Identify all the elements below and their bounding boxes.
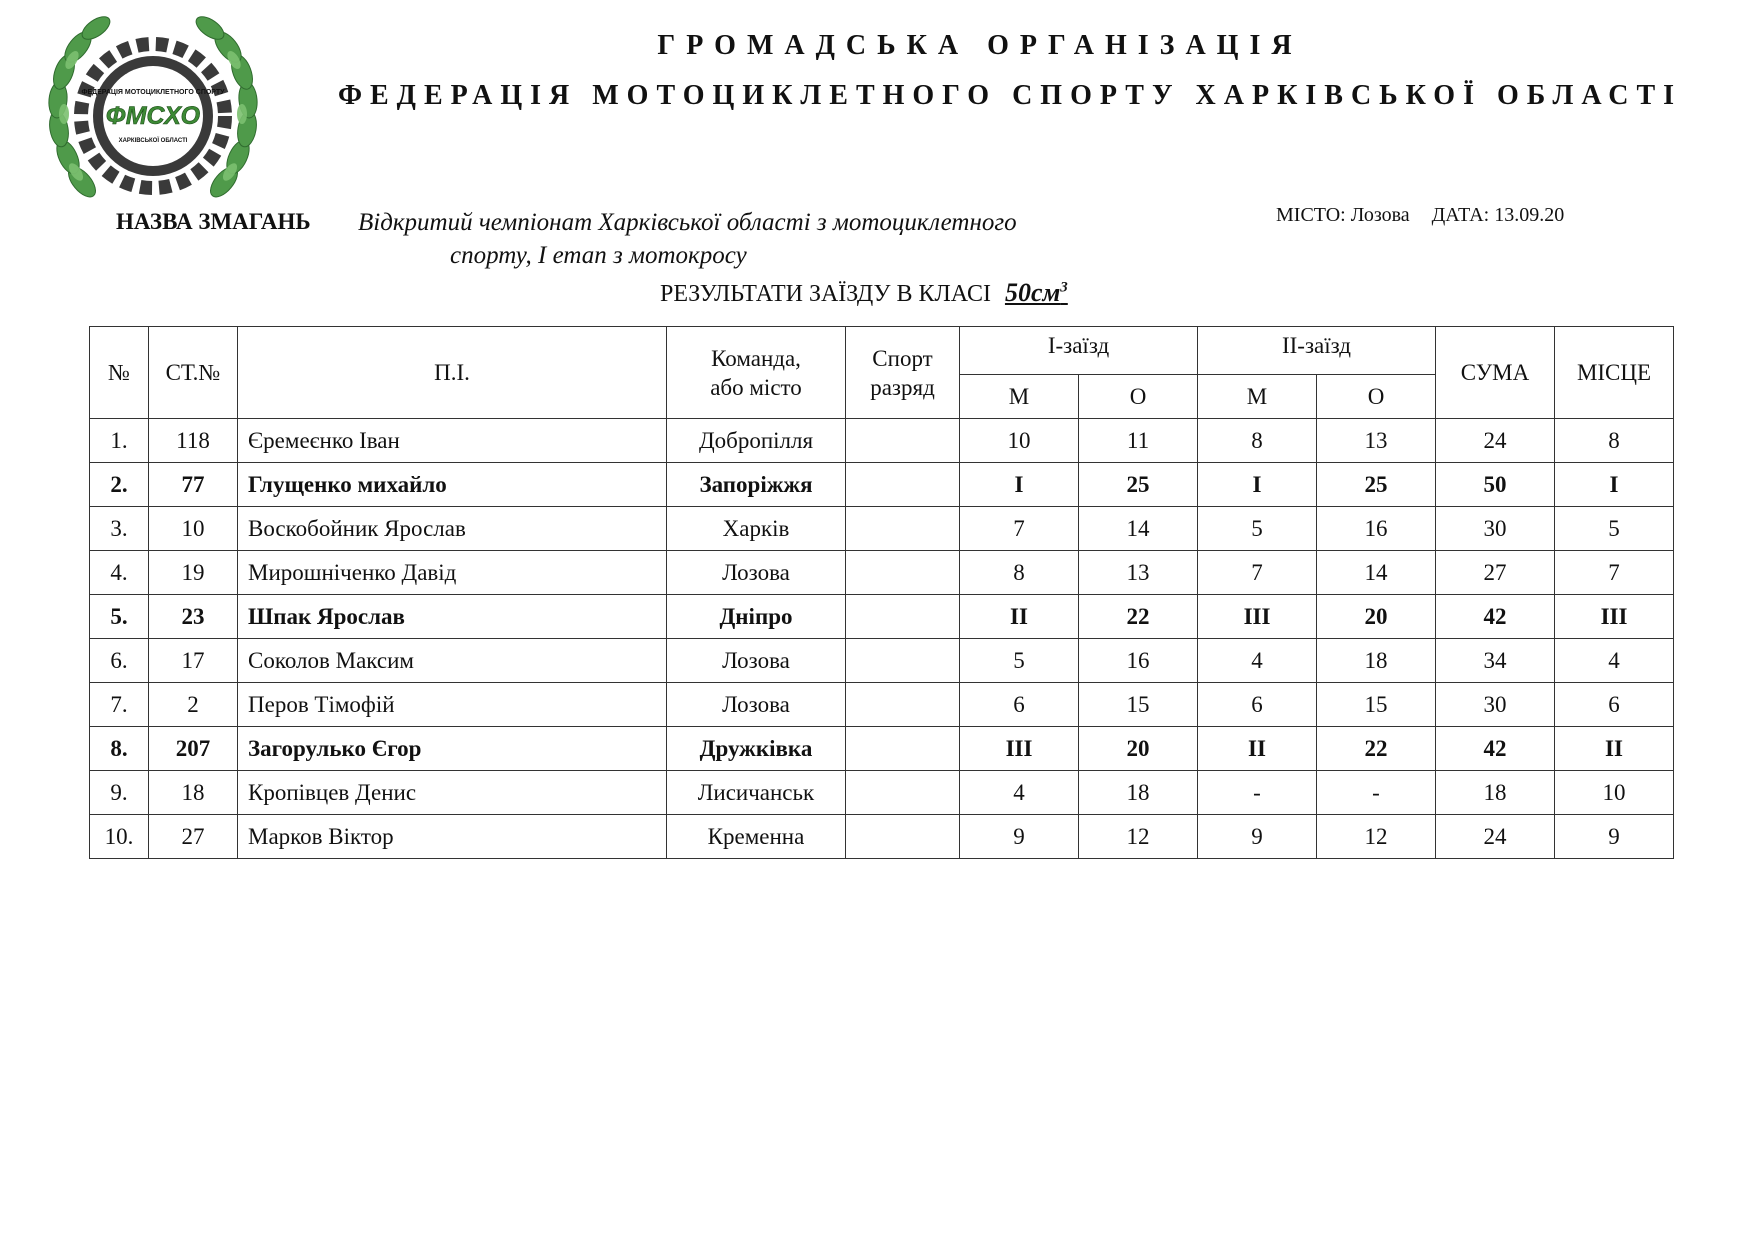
cell-st: 17 — [149, 639, 238, 683]
table-row — [90, 727, 1674, 771]
cell-place: 10 — [1555, 771, 1674, 815]
header-place: МІСЦЕ — [1555, 327, 1674, 419]
header-rank-line2: разряд — [870, 374, 935, 400]
cell-team: Лозова — [667, 683, 846, 727]
cell-team: Харків — [667, 507, 846, 551]
cell-name: Соколов Максим — [238, 639, 667, 683]
cell-st: 2 — [149, 683, 238, 727]
competition-name-line1: Відкритий чемпіонат Харківської області з мотоциклетного — [358, 209, 1017, 236]
cell-o2: 25 — [1317, 463, 1436, 507]
cell-place: II — [1555, 727, 1674, 771]
cell-m2: II — [1198, 727, 1317, 771]
cell-o1: 22 — [1079, 595, 1198, 639]
table-row — [90, 639, 1674, 683]
cell-m2: 9 — [1198, 815, 1317, 859]
table-row — [90, 419, 1674, 463]
table-row — [90, 507, 1674, 551]
cell-sum: 42 — [1436, 595, 1555, 639]
cell-m2: 4 — [1198, 639, 1317, 683]
city-value: Лозова — [1350, 204, 1410, 226]
cell-name: Кропівцев Денис — [238, 771, 667, 815]
cell-st: 23 — [149, 595, 238, 639]
org-title-line1: ГРОМАДСЬКА ОРГАНІЗАЦІЯ — [657, 30, 1303, 61]
cell-place: 7 — [1555, 551, 1674, 595]
cell-name: Перов Тімофій — [238, 683, 667, 727]
header-rank-line1: Спорт — [872, 345, 933, 371]
cell-no: 6. — [90, 639, 149, 683]
cell-rank — [846, 551, 960, 595]
class-label — [1005, 278, 1068, 307]
cell-m2: III — [1198, 595, 1317, 639]
cell-m2: 6 — [1198, 683, 1317, 727]
cell-m1: I — [960, 463, 1079, 507]
cell-o2: 12 — [1317, 815, 1436, 859]
cell-st: 19 — [149, 551, 238, 595]
competition-name — [358, 206, 1178, 272]
city-date — [1276, 204, 1564, 227]
city-label: МІСТО: — [1276, 204, 1346, 226]
table-row — [90, 771, 1674, 815]
logo-top-text: ФЕДЕРАЦІЯ МОТОЦИКЛЕТНОГО СПОРТУ — [81, 89, 225, 96]
cell-sum: 50 — [1436, 463, 1555, 507]
cell-st: 27 — [149, 815, 238, 859]
cell-st: 118 — [149, 419, 238, 463]
cell-o1: 15 — [1079, 683, 1198, 727]
cell-name: Глущенко михайло — [238, 463, 667, 507]
cell-team: Дніпро — [667, 595, 846, 639]
cell-no: 5. — [90, 595, 149, 639]
cell-place: I — [1555, 463, 1674, 507]
header-race2: ІІ-заїзд — [1198, 327, 1436, 375]
cell-rank — [846, 727, 960, 771]
cell-no: 9. — [90, 771, 149, 815]
header-race2-o: О — [1317, 375, 1436, 419]
cell-m1: 10 — [960, 419, 1079, 463]
cell-rank — [846, 463, 960, 507]
header-race1-m: М — [960, 375, 1079, 419]
header-team-line1: Команда, — [711, 345, 801, 371]
cell-o2: 15 — [1317, 683, 1436, 727]
logo-abbr: ФМСХО — [105, 102, 201, 130]
header-st-no: СТ.№ — [149, 327, 238, 419]
header-name: П.І. — [238, 327, 667, 419]
header-no: № — [90, 327, 149, 419]
date-label: ДАТА: — [1431, 204, 1490, 226]
cell-name: Марков Віктор — [238, 815, 667, 859]
federation-logo — [44, 12, 262, 208]
cell-no: 4. — [90, 551, 149, 595]
cell-place: III — [1555, 595, 1674, 639]
cell-o1: 12 — [1079, 815, 1198, 859]
cell-st: 77 — [149, 463, 238, 507]
cell-sum: 24 — [1436, 815, 1555, 859]
cell-no: 3. — [90, 507, 149, 551]
cell-rank — [846, 683, 960, 727]
cell-m1: III — [960, 727, 1079, 771]
competition-name-line2: спорту, І етап з мотокросу — [450, 242, 747, 269]
cell-o1: 18 — [1079, 771, 1198, 815]
header-race1: І-заїзд — [960, 327, 1198, 375]
cell-name: Єремеєнко Іван — [238, 419, 667, 463]
cell-m1: 9 — [960, 815, 1079, 859]
org-title-line2: ФЕДЕРАЦІЯ МОТОЦИКЛЕТНОГО СПОРТУ ХАРКІВСЬКОЇ ОБЛАСТІ — [337, 80, 1683, 111]
results-title-text: РЕЗУЛЬТАТИ ЗАЇЗДУ В КЛАСІ — [660, 281, 991, 307]
header-team — [667, 327, 846, 419]
cell-sum: 34 — [1436, 639, 1555, 683]
cell-place: 5 — [1555, 507, 1674, 551]
cell-sum: 42 — [1436, 727, 1555, 771]
cell-place: 4 — [1555, 639, 1674, 683]
cell-st: 18 — [149, 771, 238, 815]
cell-sum: 18 — [1436, 771, 1555, 815]
cell-sum: 30 — [1436, 507, 1555, 551]
cell-m1: 8 — [960, 551, 1079, 595]
cell-m2: - — [1198, 771, 1317, 815]
cell-o1: 20 — [1079, 727, 1198, 771]
cell-o1: 25 — [1079, 463, 1198, 507]
table-row — [90, 551, 1674, 595]
results-table — [89, 326, 1674, 859]
header-race1-o: О — [1079, 375, 1198, 419]
table-row — [90, 815, 1674, 859]
cell-place: 8 — [1555, 419, 1674, 463]
cell-m1: 5 — [960, 639, 1079, 683]
cell-m2: 8 — [1198, 419, 1317, 463]
table-row — [90, 463, 1674, 507]
cell-sum: 30 — [1436, 683, 1555, 727]
competition-label: НАЗВА ЗМАГАНЬ — [116, 209, 311, 234]
class-main: 50см — [1004, 278, 1061, 307]
date-value: 13.09.20 — [1494, 204, 1565, 226]
cell-team: Лозова — [667, 551, 846, 595]
cell-no: 10. — [90, 815, 149, 859]
results-title — [660, 278, 1068, 308]
cell-o2: 22 — [1317, 727, 1436, 771]
cell-st: 207 — [149, 727, 238, 771]
cell-name: Мирошніченко Давід — [238, 551, 667, 595]
cell-place: 6 — [1555, 683, 1674, 727]
cell-no: 7. — [90, 683, 149, 727]
cell-team: Запоріжжя — [667, 463, 846, 507]
cell-m1: 7 — [960, 507, 1079, 551]
cell-rank — [846, 771, 960, 815]
cell-name: Загорулько Єгор — [238, 727, 667, 771]
cell-rank — [846, 595, 960, 639]
cell-m1: 6 — [960, 683, 1079, 727]
cell-rank — [846, 639, 960, 683]
logo-bottom-text: ХАРКІВСЬКОЇ ОБЛАСТІ — [118, 138, 188, 144]
cell-m2: 5 — [1198, 507, 1317, 551]
cell-team: Добропілля — [667, 419, 846, 463]
cell-o2: - — [1317, 771, 1436, 815]
cell-name: Шпак Ярослав — [238, 595, 667, 639]
cell-o1: 13 — [1079, 551, 1198, 595]
cell-team: Дружківка — [667, 727, 846, 771]
cell-o2: 16 — [1317, 507, 1436, 551]
table-row — [90, 595, 1674, 639]
cell-name: Воскобойник Ярослав — [238, 507, 667, 551]
cell-o2: 13 — [1317, 419, 1436, 463]
header-race2-m: М — [1198, 375, 1317, 419]
cell-sum: 27 — [1436, 551, 1555, 595]
cell-o1: 16 — [1079, 639, 1198, 683]
cell-o1: 11 — [1079, 419, 1198, 463]
cell-m1: II — [960, 595, 1079, 639]
cell-m1: 4 — [960, 771, 1079, 815]
cell-o2: 20 — [1317, 595, 1436, 639]
cell-team: Лозова — [667, 639, 846, 683]
cell-m2: I — [1198, 463, 1317, 507]
header-sum: СУМА — [1436, 327, 1555, 419]
cell-m2: 7 — [1198, 551, 1317, 595]
cell-no: 1. — [90, 419, 149, 463]
cell-st: 10 — [149, 507, 238, 551]
header-team-line2: або місто — [710, 374, 802, 400]
cell-rank — [846, 507, 960, 551]
cell-o1: 14 — [1079, 507, 1198, 551]
cell-team: Кременна — [667, 815, 846, 859]
cell-o2: 14 — [1317, 551, 1436, 595]
cell-rank — [846, 815, 960, 859]
cell-sum: 24 — [1436, 419, 1555, 463]
cell-team: Лисичанськ — [667, 771, 846, 815]
table-row — [90, 683, 1674, 727]
cell-rank — [846, 419, 960, 463]
cell-place: 9 — [1555, 815, 1674, 859]
class-sup: 3 — [1060, 279, 1068, 296]
cell-no: 2. — [90, 463, 149, 507]
cell-no: 8. — [90, 727, 149, 771]
header-rank — [846, 327, 960, 419]
cell-o2: 18 — [1317, 639, 1436, 683]
